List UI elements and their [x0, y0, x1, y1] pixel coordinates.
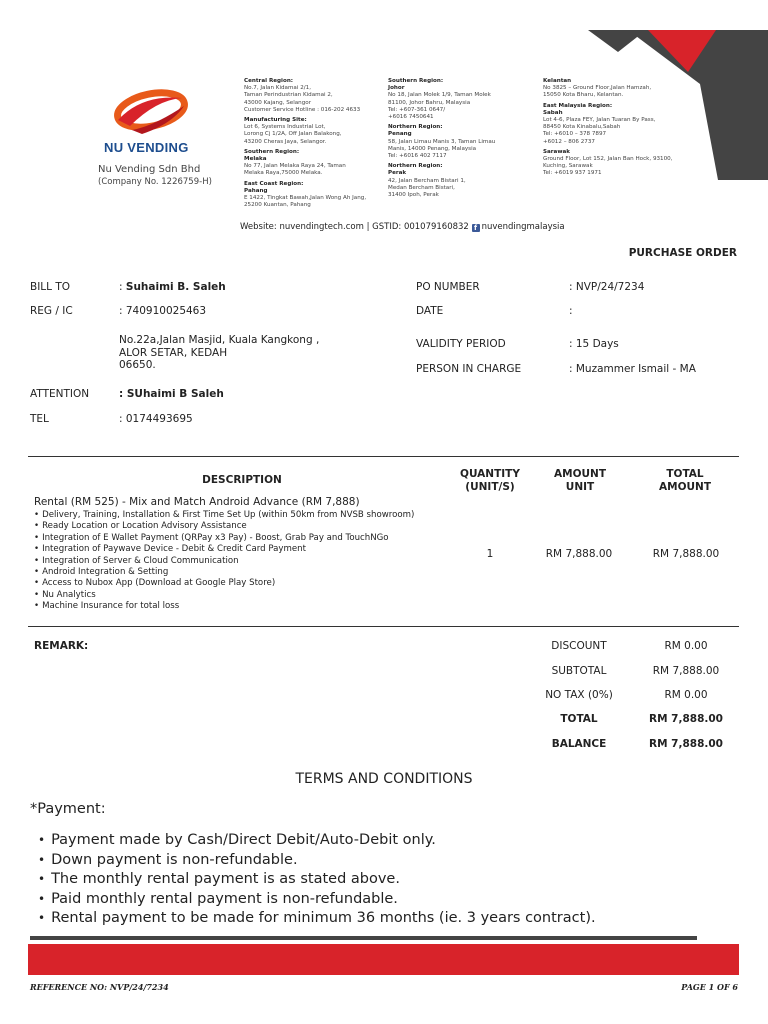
- header-amount-unit: [536, 468, 624, 493]
- address-line: Ground Floor, Lot 152, Jalan Ban Hock, 93100,: [543, 156, 673, 163]
- list-item: • Integration of Paywave Device - Debit & Credit Card Payment: [34, 544, 414, 555]
- address-line: Tel: +6010 – 378 7897: [543, 131, 607, 138]
- validity-label: VALIDITY PERIOD: [416, 338, 506, 350]
- address-block: [244, 78, 394, 114]
- list-item: • Integration of Server & Cloud Communication: [34, 556, 414, 567]
- subtotal-label: SUBTOTAL: [551, 665, 607, 677]
- address-subheading: Johor: [388, 85, 405, 92]
- address-line: Taman Perindustrian Kidamai 2,: [244, 92, 333, 99]
- address-heading: Southern Region:: [244, 148, 300, 155]
- address-line: Manis, 14000 Penang, Malaysia: [388, 145, 477, 152]
- po-number-label: PO NUMBER: [416, 281, 480, 293]
- reg-label: REG / IC: [30, 305, 73, 317]
- reg-value: : 740910025463: [119, 305, 207, 317]
- address-line: E 1422, Tingkat Bawah,Jalan Wong Ah Jang,: [244, 195, 367, 202]
- billing-address: [119, 334, 319, 372]
- header-total-amount: [640, 468, 730, 493]
- balance-value: RM 7,888.00: [648, 738, 723, 750]
- corner-decoration: [588, 30, 768, 180]
- list-item: • Integration of E Wallet Payment (QRPay x3 Pay) - Boost, Grab Pay and TouchNGo: [34, 533, 414, 544]
- bill-to-value: : Suhaimi B. Saleh: [119, 281, 226, 293]
- total-label: TOTAL: [560, 713, 598, 725]
- header-quantity: [444, 468, 536, 493]
- item-quantity: 1: [486, 548, 494, 560]
- address-block: [388, 163, 538, 199]
- tel-label: TEL: [30, 413, 49, 425]
- discount-label: DISCOUNT: [551, 640, 607, 652]
- address-line: +6016 7450641: [388, 114, 434, 121]
- address-line: Tel: +6016 402 7117: [388, 153, 447, 160]
- address-heading: East Coast Region:: [244, 180, 304, 187]
- website-line: [240, 222, 565, 232]
- tel-value: : 0174493695: [119, 413, 193, 425]
- tax-value: RM 0.00: [664, 689, 708, 701]
- address-heading: Southern Region:: [388, 78, 444, 84]
- attention-value: : SUhaimi B Saleh: [119, 388, 224, 400]
- address-line: 06650.: [119, 359, 156, 371]
- list-item: • Ready Location or Location Advisory Assistance: [34, 521, 414, 532]
- address-line: Tel: +6019 937 1971: [543, 170, 602, 177]
- list-item: • Rental payment to be made for minimum 36 months (ie. 3 years contract).: [38, 909, 596, 929]
- header-total-line2: AMOUNT: [659, 480, 711, 493]
- address-heading: Sarawak: [543, 148, 570, 155]
- address-block: [388, 124, 538, 160]
- item-feature-list: [34, 510, 414, 613]
- tax-label: NO TAX (0%): [545, 689, 613, 701]
- address-column-2: [388, 78, 538, 199]
- table-top-rule: [28, 456, 739, 457]
- footer-red-bar: [28, 944, 739, 975]
- total-value: RM 7,888.00: [648, 713, 723, 725]
- bill-to-name: Suhaimi B. Saleh: [125, 281, 226, 293]
- address-subheading: Melaka: [244, 156, 267, 163]
- address-line: Medan Bercham Bistari,: [388, 184, 455, 191]
- subtotal-value: RM 7,888.00: [652, 665, 720, 677]
- address-line: 15050 Kota Bharu, Kelantan.: [543, 92, 624, 99]
- date-label: DATE: [416, 305, 444, 317]
- header-description: DESCRIPTION: [202, 474, 282, 486]
- discount-value: RM 0.00: [664, 640, 708, 652]
- list-item: • Nu Analytics: [34, 590, 414, 601]
- payment-terms-list: [38, 831, 596, 929]
- address-line: +6012 – 806 2737: [543, 138, 595, 145]
- payment-heading: *Payment:: [30, 801, 106, 817]
- document-title: PURCHASE ORDER: [628, 247, 737, 259]
- address-heading: Central Region:: [244, 78, 294, 84]
- website-gst-text: Website: nuvendingtech.com | GSTID: 001079160832: [240, 222, 469, 232]
- header-amount-line1: AMOUNT: [554, 468, 606, 480]
- company-name: Nu Vending Sdn Bhd: [98, 164, 201, 175]
- person-in-charge-label: PERSON IN CHARGE: [416, 363, 522, 375]
- bill-to-label: BILL TO: [30, 281, 71, 293]
- list-item: • Delivery, Training, Installation & First Time Set Up (within 50km from NVSB showroom): [34, 510, 414, 521]
- address-heading: Kelantan: [543, 78, 572, 84]
- header-quantity-line2: (UNIT/S): [465, 480, 515, 493]
- address-heading: East Malaysia Region:: [543, 102, 613, 109]
- letterhead: [0, 0, 768, 240]
- attention-label: ATTENTION: [30, 388, 90, 400]
- address-line: No 3825 – Ground Floor,Jalan Hamzah,: [543, 85, 652, 92]
- page-number: PAGE 1 OF 6: [681, 982, 738, 992]
- address-heading: Northern Region:: [388, 124, 443, 131]
- address-subheading: Pahang: [244, 187, 268, 194]
- address-subheading: Perak: [388, 170, 407, 177]
- address-line: Customer Service Hotline : 016-202 4633: [244, 106, 361, 113]
- balance-label: BALANCE: [551, 738, 607, 750]
- header-amount-line2: UNIT: [565, 480, 595, 493]
- address-line: 25200 Kuantan, Pahang: [244, 202, 311, 209]
- person-in-charge-value: : Muzammer Ismail - MA: [569, 363, 696, 375]
- item-unit-amount: RM 7,888.00: [545, 548, 613, 560]
- address-line: Lot 4-6, Plaza FEY, Jalan Tuaran By Pass,: [543, 117, 656, 124]
- facebook-handle[interactable]: nuvendingmalaysia: [481, 222, 565, 232]
- facebook-icon: f: [472, 224, 480, 232]
- address-line: Lorong Cj 1/2A, Off Jalan Balakong,: [244, 131, 342, 138]
- date-value: :: [569, 305, 573, 317]
- address-line: Lot 6, Systems Industrial Lot,: [244, 124, 326, 131]
- address-block: [244, 117, 394, 146]
- list-item: • Machine Insurance for total loss: [34, 601, 414, 612]
- reference-number: REFERENCE NO: NVP/24/7234: [30, 982, 169, 992]
- address-block: [244, 149, 394, 178]
- list-item: • Paid monthly rental payment is non-refundable.: [38, 890, 596, 910]
- remark-label: REMARK:: [34, 640, 89, 652]
- address-block: [244, 181, 394, 210]
- list-item: • The monthly rental payment is as stated above.: [38, 870, 596, 890]
- address-line: 42, Jalan Bercham Bistari 1,: [388, 177, 466, 184]
- address-line: 88450 Kota Kinabalu,Sabah: [543, 124, 621, 131]
- terms-title: TERMS AND CONDITIONS: [295, 771, 473, 787]
- address-line: 43000 Kajang, Selangor: [244, 99, 311, 106]
- table-bottom-rule: [28, 626, 739, 627]
- address-line: Tel: +607-361 0647/: [388, 106, 446, 113]
- item-title: Rental (RM 525) - Mix and Match Android Advance (RM 7,888): [34, 496, 360, 508]
- nu-vending-logo-icon: [112, 86, 190, 140]
- address-heading: Manufacturing Site:: [244, 117, 307, 124]
- address-line: 58, Jalan Limau Manis 3, Taman Limau: [388, 138, 496, 145]
- list-item: • Access to Nubox App (Download at Google Play Store): [34, 578, 414, 589]
- address-line: Melaka Raya,75000 Melaka.: [244, 170, 323, 177]
- address-line: No.7, Jalan Kidamai 2/1,: [244, 85, 311, 92]
- item-total-amount: RM 7,888.00: [652, 548, 720, 560]
- header-quantity-line1: QUANTITY: [460, 468, 520, 480]
- logo-text: NU VENDING: [104, 140, 189, 155]
- address-subheading: Penang: [388, 131, 412, 138]
- po-number-value: : NVP/24/7234: [569, 281, 645, 293]
- address-block: [388, 78, 538, 121]
- address-line: No 77, Jalan Melaka Raya 24, Taman: [244, 163, 346, 170]
- address-subheading: Sabah: [543, 109, 563, 116]
- address-line: 81100, Johor Bahru, Malaysia: [388, 99, 471, 106]
- footer-dark-bar: [30, 936, 697, 940]
- company-number: (Company No. 1226759-H): [98, 177, 212, 187]
- address-heading: Northern Region:: [388, 163, 443, 170]
- address-line: No 18, Jalan Molek 1/9, Taman Molek: [388, 92, 491, 99]
- header-total-line1: TOTAL: [666, 468, 704, 480]
- address-line: Kuching, Sarawak: [543, 163, 593, 170]
- address-line: 31400 Ipoh, Perak: [388, 192, 439, 199]
- address-line: 43200 Cheras Jaya, Selangor.: [244, 138, 327, 145]
- list-item: • Down payment is non-refundable.: [38, 851, 596, 871]
- validity-value: : 15 Days: [569, 338, 619, 350]
- address-line: No.22a,Jalan Masjid, Kuala Kangkong ,: [119, 334, 320, 346]
- list-item: • Payment made by Cash/Direct Debit/Auto-Debit only.: [38, 831, 596, 851]
- list-item: • Android Integration & Setting: [34, 567, 414, 578]
- address-column-1: [244, 78, 394, 209]
- address-line: ALOR SETAR, KEDAH: [119, 346, 228, 359]
